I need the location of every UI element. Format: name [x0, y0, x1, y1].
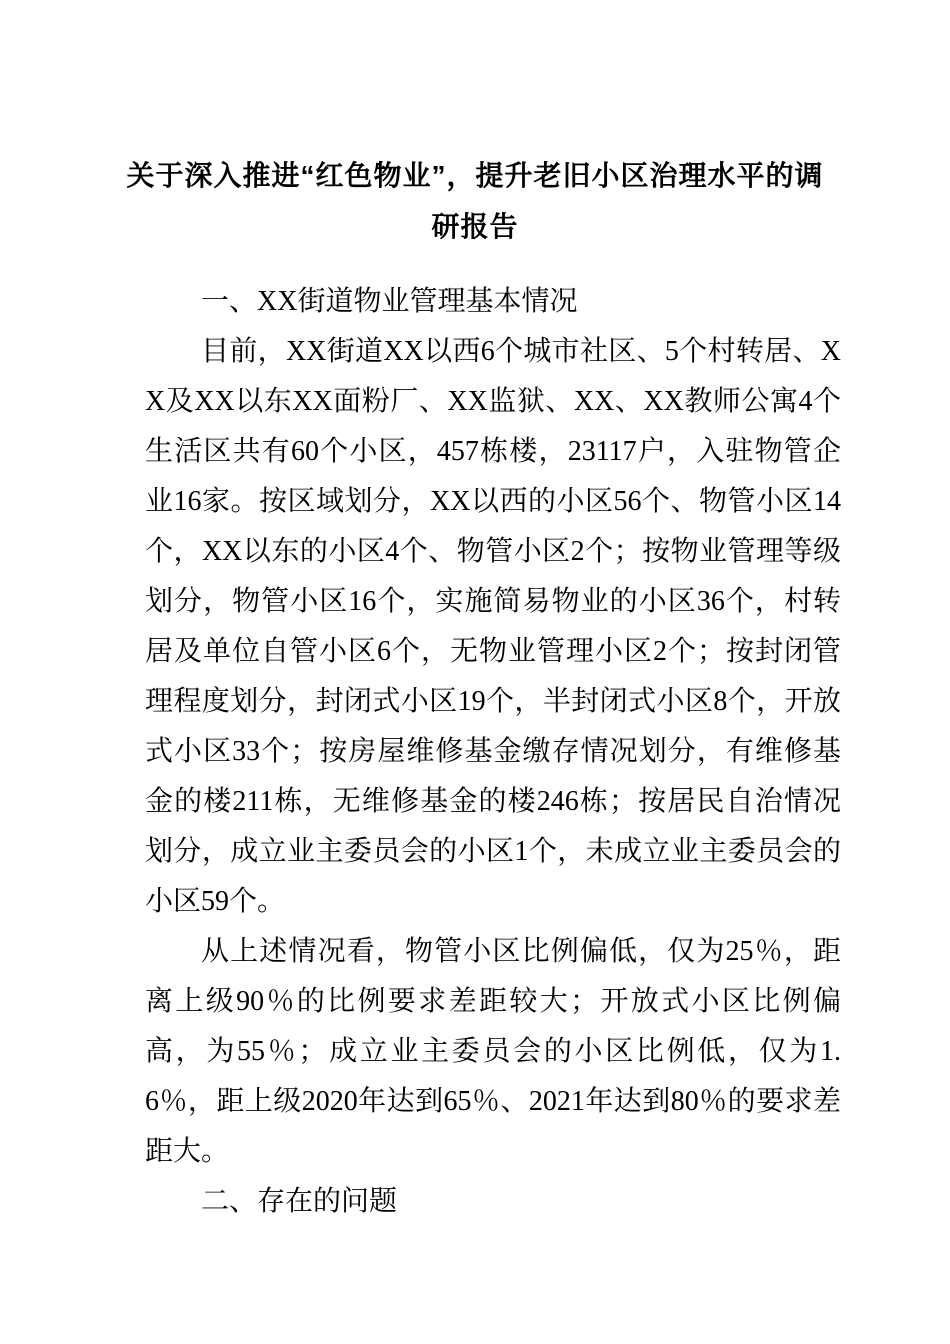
section-2-heading: 二、存在的问题: [201, 1186, 398, 1217]
section-1-paragraph-2: 从上述情况看，物管小区比例偏低，仅为25％，距离上级90％的比例要求差距较大；开放式小区比例偏高，为55％；成立业主委员会的小区比例低，仅为1.6％，距上级2020年达到65％、2021年达到80％的要求差距大。: [145, 936, 841, 1167]
section-1-heading: 一、XX街道物业管理基本情况: [201, 286, 578, 317]
title-line-1: 关于深入推进“红色物业”，提升老旧小区治理水平的调: [126, 160, 824, 191]
section-1-paragraph-1: 目前，XX街道XX以西6个城市社区、5个村转居、XX及XX以东XX面粉厂、XX监狱、XX、XX教师公寓4个生活区共有60个小区，457栋楼，23117户，入驻物管企业16家。按区域划分，XX以西的小区56个、物管小区14个，XX以东的小区4个、物管小区2个；按物业管理等级划分，物管小区16个，实施简易物业的小区36个，村转居及单位自管小区6个，无物业管理小区2个；按封闭管理程度划分，封闭式小区19个，半封闭式小区8个，开放式小区33个；按房屋维修基金缴存情况划分，有维修基金的楼211栋，无维修基金的楼246栋；按居民自治情况划分，成立业主委员会的小区1个，未成立业主委员会的小区59个。: [145, 336, 841, 917]
document-body: [145, 277, 841, 1227]
document-title: [0, 0, 950, 252]
title-line-2: 研报告: [431, 211, 519, 242]
